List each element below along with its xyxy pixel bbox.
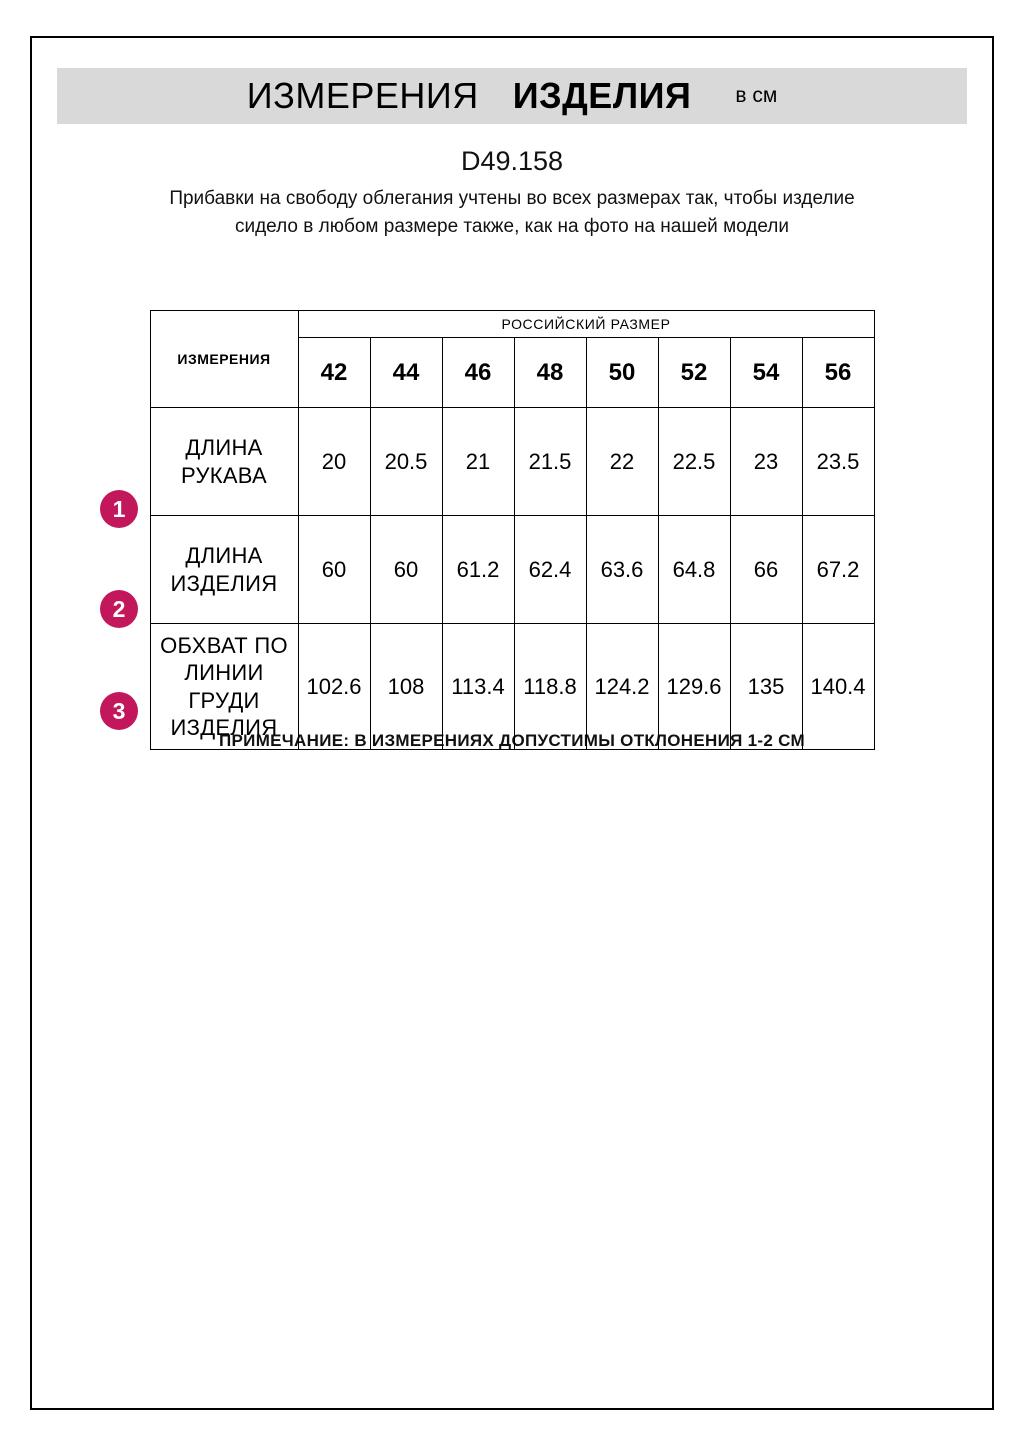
cell-r1-c7: 67.2	[802, 516, 874, 624]
cell-r1-c4: 63.6	[586, 516, 658, 624]
table-row	[150, 408, 874, 516]
badge-1: 1	[100, 490, 138, 528]
group-header-russian-size: РОССИЙСКИЙ РАЗМЕР	[298, 311, 874, 338]
document-content	[32, 38, 992, 751]
cell-r1-c2: 61.2	[442, 516, 514, 624]
cell-r2-c7: 140.4	[802, 623, 874, 749]
size-header-2: 46	[442, 338, 514, 408]
size-header-0: 42	[298, 338, 370, 408]
cell-r0-c7: 23.5	[802, 408, 874, 516]
cell-r0-c5: 22.5	[658, 408, 730, 516]
cell-r1-c0: 60	[298, 516, 370, 624]
size-header-3: 48	[514, 338, 586, 408]
page-border	[30, 36, 994, 1410]
intro-text: Прибавки на свободу облегания учтены во всех размерах так, чтобы изделие сидело в любом размере также, как на фото на нашей модели	[169, 188, 855, 237]
cell-r1-c5: 64.8	[658, 516, 730, 624]
cell-r0-c2: 21	[442, 408, 514, 516]
cell-r2-c6: 135	[730, 623, 802, 749]
cell-r2-c0: 102.6	[298, 623, 370, 749]
badge-2: 2	[100, 590, 138, 628]
table-row	[150, 623, 874, 749]
cell-r0-c4: 22	[586, 408, 658, 516]
size-header-7: 56	[802, 338, 874, 408]
size-table	[150, 310, 875, 750]
cell-r1-c3: 62.4	[514, 516, 586, 624]
cell-r0-c1: 20.5	[370, 408, 442, 516]
cell-r1-c1: 60	[370, 516, 442, 624]
size-header-5: 52	[658, 338, 730, 408]
cell-r0-c0: 20	[298, 408, 370, 516]
title-measurements: ИЗМЕРЕНИЯ	[246, 75, 479, 116]
cell-r2-c1: 108	[370, 623, 442, 749]
size-header-6: 54	[730, 338, 802, 408]
title-product: ИЗДЕЛИЯ	[512, 75, 692, 116]
row-label-sleeve-length: ДЛИНА РУКАВА	[150, 408, 298, 516]
corner-label: ИЗМЕРЕНИЯ	[150, 311, 298, 408]
cell-r2-c3: 118.8	[514, 623, 586, 749]
size-header-1: 44	[370, 338, 442, 408]
size-header-4: 50	[586, 338, 658, 408]
row-label-product-length: ДЛИНА ИЗДЕЛИЯ	[150, 516, 298, 624]
footnote: ПРИМЕЧАНИЕ: В ИЗМЕРЕНИЯХ ДОПУСТИМЫ ОТКЛОНЕНИЯ 1-2 СМ	[219, 731, 805, 751]
row-label-chest-girth: ОБХВАТ ПО ЛИНИИ ГРУДИ ИЗДЕЛИЯ	[150, 623, 298, 749]
badge-3: 3	[100, 692, 138, 730]
title-banner	[57, 68, 967, 124]
cell-r2-c4: 124.2	[586, 623, 658, 749]
cell-r2-c2: 113.4	[442, 623, 514, 749]
cell-r0-c6: 23	[730, 408, 802, 516]
cell-r1-c6: 66	[730, 516, 802, 624]
cell-r0-c3: 21.5	[514, 408, 586, 516]
title-unit: в см	[735, 84, 778, 107]
cell-r2-c5: 129.6	[658, 623, 730, 749]
product-code: D49.158	[460, 146, 564, 176]
table-group-header-row	[150, 311, 874, 338]
table-row	[150, 516, 874, 624]
